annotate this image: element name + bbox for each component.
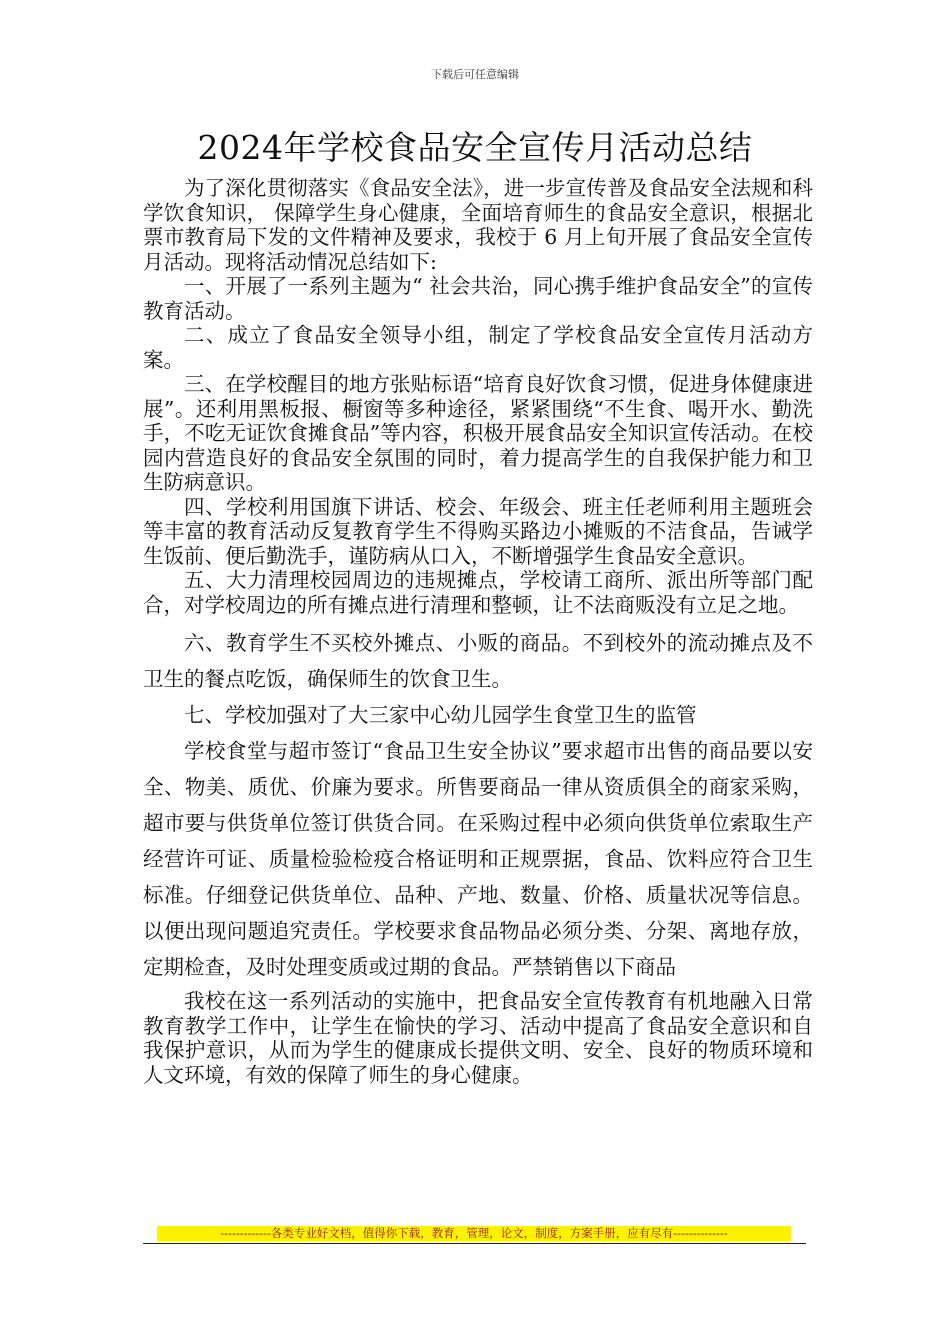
footer-banner: -------------各类专业好文档，值得你下载，教育，管理，论文，制度，方案手册，应有尽有-------------- (157, 1226, 791, 1241)
document-body (143, 176, 813, 1087)
paragraph-item-4: 四、学校利用国旗下讲话、校会、年级会、班主任老师利用主题班会等丰富的教育活动反复教育学生不得购买路边小摊贩的不洁食品，告诫学生饭前、便后勤洗手，谨防病从口入，不断增强学生食品安全意识。 (143, 494, 813, 568)
paragraph-intro: 为了深化贯彻落实《食品安全法》，进一步宣传普及食品安全法规和科学饮食知识， 保障学生身心健康，全面培育师生的食品安全意识，根据北票市教育局下发的文件精神及要求，我校于 6 月上旬开展了食品安全宣传月活动。现将活动情况总结如下: (143, 176, 813, 274)
paragraph-item-1: 一、开展了一系列主题为“ 社会共治，同心携手维护食品安全”的宣传教育活动。 (143, 274, 813, 323)
paragraph-item-5: 五、大力清理校园周边的违规摊点，学校请工商所、派出所等部门配合，对学校周边的所有摊点进行清理和整顿，让不法商贩没有立足之地。 (143, 568, 813, 617)
paragraph-item-7: 七、学校加强对了大三家中心幼儿园学生食堂卫生的监管 (184, 703, 697, 727)
footer-rule (143, 1243, 806, 1244)
paragraph-item-3: 三、在学校醒目的地方张贴标语“培育良好饮食习惯，促进身体健康进展”。还利用黑板报、橱窗等多种途径，紧紧围绕“不生食、喝开水、勤洗手，不吃无证饮食摊食品”等内容，积极开展食品安全知识宣传活动。在校园内营造良好的食品安全氛围的同时，着力提高学生的自我保护能力和卫生防病意识。 (143, 372, 813, 494)
header-note: 下载后可任意编辑 (431, 68, 519, 81)
paragraph-item-2: 二、成立了食品安全领导小组，制定了学校食品安全宣传月活动方案。 (143, 323, 813, 372)
paragraph-item-6: 六、教育学生不买校外摊点、小贩的商品。不到校外的流动摊点及不卫生的餐点吃饭，确保师生的饮食卫生。 (143, 631, 813, 691)
document-title: 2024年学校食品安全宣传月活动总结 (197, 128, 753, 167)
paragraph-conclusion: 我校在这一系列活动的实施中，把食品安全宣传教育有机地融入日常教育教学工作中，让学生在愉快的学习、活动中提高了食品安全意识和自我保护意识，从而为学生的健康成长提供文明、安全、良好的物质环境和人文环境，有效的保障了师生的身心健康。 (143, 989, 813, 1087)
paragraph-cafeteria: 学校食堂与超市签订“食品卫生安全协议”要求超市出售的商品要以安全、物美、质优、价廉为要求。所售要商品一律从资质俱全的商家采购，超市要与供货单位签订供货合同。在采购过程中必须向供货单位索取生产经营许可证、质量检验检疫合格证明和正规票据，食品、饮料应符合卫生标准。仔细登记供货单位、品种、产地、数量、价格、质量状况等信息。以便出现问题追究责任。学校要求食品物品必须分类、分架、离地存放，定期检查，及时处理变质或过期的食品。严禁销售以下商品 (143, 739, 813, 979)
